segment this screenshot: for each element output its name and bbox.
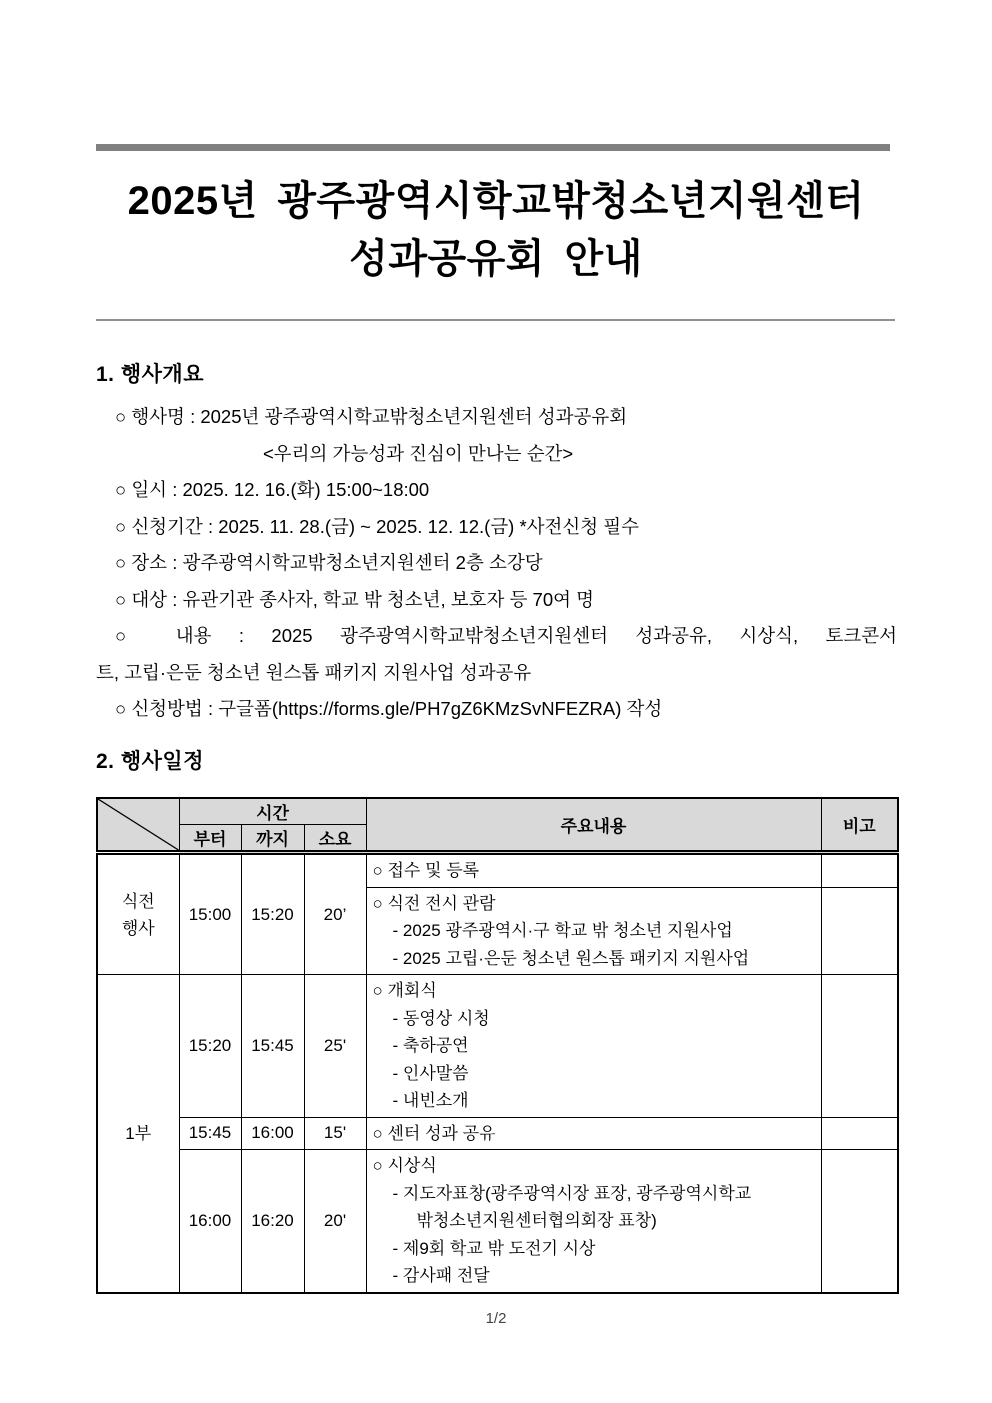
content-cell-reception [366,853,821,888]
content-subline: - 감사패 전달 [392,1266,490,1285]
content-line: ○ 시상식 [372,1156,437,1175]
overview-item-apply-period: ○ 신청기간 : 2025. 11. 28.(금) ~ 2025. 12. 12.(금) *사전신청 필수 [115,515,640,537]
overview-item-contents: ○ 내용 : 2025 광주광역시학교밖청소년지원센터 성과공유, 시상식, 토크콘서 [115,625,897,646]
top-accent-bar [96,144,890,151]
page-number: 1/2 [485,1310,507,1327]
header-from: 부터 [179,825,241,853]
duration-cell: 25' [304,975,366,1118]
time-from-cell: 15:00 [179,853,241,975]
title-divider [96,319,895,321]
page-title-line1: 2025년 광주광역시학교밖청소년지원센터 [127,179,865,223]
table-row-awards [97,1150,898,1293]
page-title [48,172,944,288]
overview-item-audience: ○ 대상 : 유관기관 종사자, 학교 밖 청소년, 보호자 등 70여 명 [115,588,595,610]
time-to-cell: 15:20 [241,853,304,975]
session-label-line1: 식전 [121,891,155,911]
overview-item-datetime: ○ 일시 : 2025. 12. 16.(화) 15:00~18:00 [115,479,430,500]
session-cell-part1: 1부 [97,975,179,1293]
content-cell-exhibition [366,887,821,975]
content-cell-opening [366,975,821,1118]
table-header-row-1 [97,798,898,825]
header-time-group: 시간 [179,798,366,825]
content-cell-awards [366,1150,821,1293]
duration-cell: 20’ [304,853,366,975]
content-subline: - 내빈소개 [392,1091,469,1110]
content-subline: - 인사말씀 [392,1063,469,1083]
content-subline-continuation: 밖청소년지원센터협의회장 표창) [416,1211,657,1230]
content-line: ○ 식전 전시 관람 [372,893,496,913]
section-heading-schedule: 2. 행사일정 [96,750,204,773]
time-from-cell: 15:20 [179,975,241,1118]
note-cell [821,975,898,1118]
schedule-table [96,797,899,1294]
content-subline: - 축하공연 [392,1036,469,1055]
section-heading-overview: 1. 행사개요 [96,363,204,386]
session-label-line2: 행사 [121,918,155,938]
note-cell [821,853,898,888]
overview-item-apply-method: ○ 신청방법 : 구글폼(https://forms.gle/PH7gZ6KMzSvNFEZRA) 작성 [115,698,663,719]
page-title-line2: 성과공유회 안내 [349,237,643,281]
overview-item-contents-cont: 트, 고립·은둔 청소년 원스톱 패키지 지원사업 성과공유 [96,661,532,683]
content-line: ○ 센터 성과 공유 [372,1123,496,1143]
content-subline: - 동영상 시청 [392,1008,490,1028]
overview-item-venue: ○ 장소 : 광주광역시학교밖청소년지원센터 2층 소강당 [115,552,543,573]
table-row-reception [97,853,898,888]
note-cell [821,1117,898,1150]
note-cell [821,1150,898,1293]
content-line: ○ 개회식 [372,981,437,1000]
content-subline: - 제9회 학교 밖 도전기 시상 [392,1238,596,1258]
header-note: 비고 [821,798,898,853]
table-row-center-sharing [97,1117,898,1150]
time-to-cell: 15:45 [241,975,304,1118]
header-to: 까지 [241,825,304,853]
header-content: 주요내용 [366,798,821,853]
overview-item-slogan: <우리의 가능성과 진심이 만나는 순간> [263,442,574,464]
diagonal-line [98,799,179,850]
content-subline: - 2025 광주광역시·구 학교 밖 청소년 지원사업 [392,921,733,940]
time-from-cell: 15:45 [179,1117,241,1150]
content-subline: - 2025 고립·은둔 청소년 원스톱 패키지 지원사업 [392,948,750,968]
header-duration: 소요 [304,825,366,853]
corner-diagonal-cell [97,798,179,853]
content-cell-center-sharing [366,1117,821,1150]
table-row-opening [97,975,898,1118]
time-to-cell: 16:20 [241,1150,304,1293]
overview-item-event-name: ○ 행사명 : 2025년 광주광역시학교밖청소년지원센터 성과공유회 [115,406,628,427]
note-cell [821,887,898,975]
time-to-cell: 16:00 [241,1117,304,1150]
time-from-cell: 16:00 [179,1150,241,1293]
session-cell-pre-event [97,853,179,975]
duration-cell: 15' [304,1117,366,1150]
duration-cell: 20' [304,1150,366,1293]
content-subline: - 지도자표창(광주광역시장 표장, 광주광역시학교 [392,1183,752,1203]
overview-list [96,399,897,728]
content-line: ○ 접수 및 등록 [372,861,480,880]
